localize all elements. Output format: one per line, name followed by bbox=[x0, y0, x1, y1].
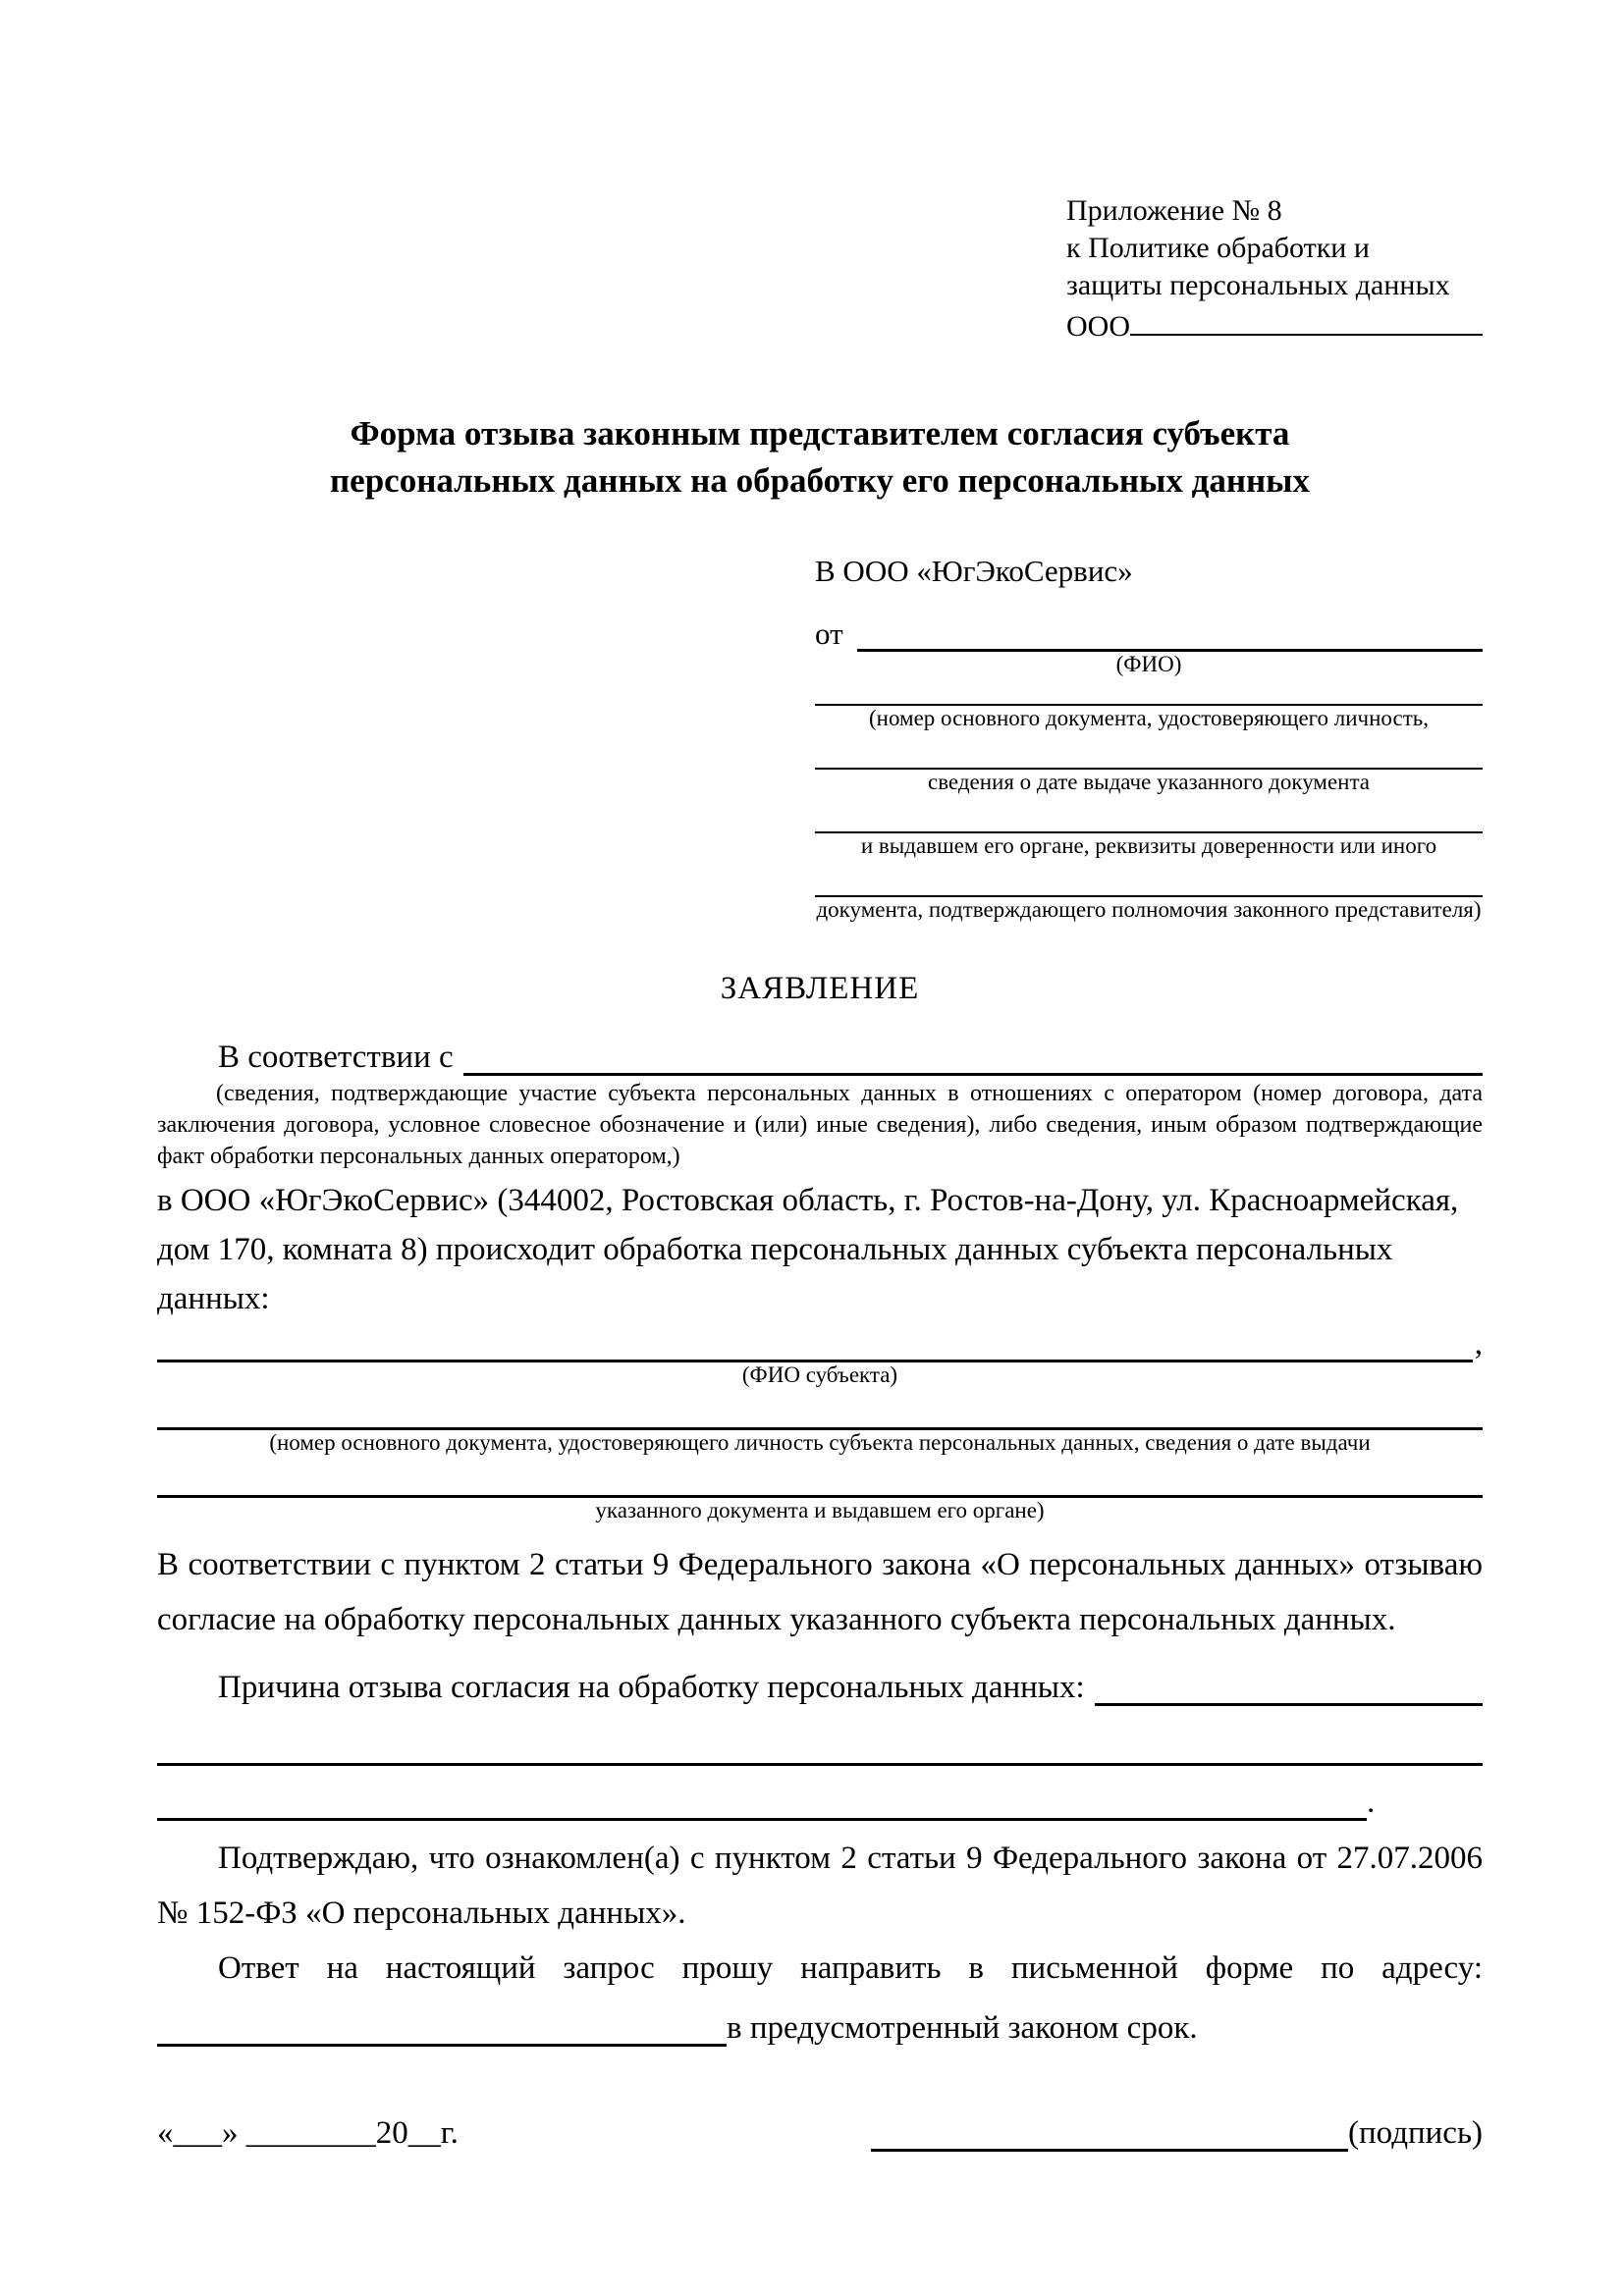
subject-doc-caption-1: (номер основного документа, удостоверяющего личность субъекта персональных данных, сведения о дате выдачи bbox=[269, 1430, 1371, 1455]
representative-doc-caption-4: документа, подтверждающего полномочия законного представителя) bbox=[816, 897, 1482, 922]
subject-fio-row bbox=[157, 1323, 1483, 1362]
reason-row bbox=[157, 1651, 1483, 1706]
subject-fio-blank-line bbox=[157, 1324, 1473, 1362]
from-blank-line bbox=[857, 612, 1483, 652]
reason-blank-line-2 bbox=[157, 1706, 1483, 1766]
annex-ooo-blank-line bbox=[1130, 304, 1483, 336]
addressee-block bbox=[815, 552, 1483, 923]
subject-fio-caption: (ФИО субъекта) bbox=[741, 1362, 898, 1387]
addressee-company: В ООО «ЮгЭкоСервис» bbox=[815, 554, 1133, 588]
subject-doc-caption-2: указанного документа и выдавшем его органе) bbox=[595, 1498, 1045, 1522]
statement-heading: ЗАЯВЛЕНИЕ bbox=[720, 971, 920, 1006]
page-title bbox=[157, 410, 1483, 505]
from-label: от bbox=[815, 616, 843, 651]
answer-paragraph: Ответ на настоящий запрос прошу направить в письменной форме по адресу: bbox=[218, 1950, 1483, 1986]
page-title-line-1: Форма отзыва законным представителем согласия субъекта bbox=[350, 414, 1290, 453]
representative-doc-blank-line bbox=[815, 677, 1483, 706]
annex-line-3: защиты персональных данных bbox=[1066, 269, 1450, 301]
reason-blank-line bbox=[1095, 1654, 1483, 1706]
subject-fio-suffix: , bbox=[1474, 1326, 1483, 1362]
fio-caption: (ФИО) bbox=[1115, 652, 1182, 676]
reason-lead: Причина отзыва согласия на обработку персональных данных: bbox=[218, 1670, 1085, 1705]
representative-doc-blank-line bbox=[815, 795, 1483, 833]
answer-address-row bbox=[157, 1996, 1483, 2047]
annex-ooo-row bbox=[1066, 304, 1483, 346]
reason-end-suffix: . bbox=[1367, 1785, 1376, 1820]
signature-block bbox=[871, 2109, 1483, 2152]
annex-block bbox=[1066, 192, 1483, 346]
reason-end-row bbox=[157, 1766, 1483, 1821]
representative-doc-blank-line bbox=[815, 859, 1483, 897]
representative-doc-caption-2: сведения о дате выдаче указанного документа bbox=[927, 770, 1371, 794]
representative-doc-blank-line bbox=[815, 731, 1483, 770]
annex-line-1: Приложение № 8 bbox=[1066, 194, 1282, 227]
signature-blank-line bbox=[871, 2109, 1348, 2152]
page-title-line-2: персональных данных на обработку его персональных данных bbox=[330, 461, 1310, 500]
accordance-caption: (сведения, подтверждающие участие субъекта персональных данных в отношениях с оператором (номер договора, дата заключения договора, условное словесное обозначение и (или) иные сведения), либо сведения, иным образом подтверждающие факт обработки персональных данных оператором,) bbox=[157, 1081, 1483, 1169]
footer-row bbox=[157, 2109, 1483, 2152]
answer-tail: в предусмотренный законом срок. bbox=[727, 2010, 1198, 2046]
signature-caption: (подпись) bbox=[1348, 2115, 1483, 2151]
from-row bbox=[815, 611, 1483, 652]
reason-blank-line-3 bbox=[157, 1769, 1367, 1821]
annex-line-2: к Политике обработки и bbox=[1066, 232, 1370, 264]
representative-doc-caption-1: (номер основного документа, удостоверяющего личность, bbox=[868, 706, 1429, 730]
accordance-lead: В соответствии с bbox=[218, 1040, 454, 1075]
accordance-row bbox=[157, 1033, 1483, 1076]
annex-ooo-label: ООО bbox=[1066, 310, 1130, 343]
subject-doc-blank-line bbox=[157, 1456, 1483, 1498]
representative-doc-caption-3: и выдавшем его органе, реквизиты доверенности или иного bbox=[860, 833, 1437, 858]
date-line: «___» ________20__г. bbox=[157, 2115, 459, 2151]
subject-doc-blank-line bbox=[157, 1388, 1483, 1430]
confirm-paragraph: Подтверждаю, что ознакомлен(а) с пунктом 2 статьи 9 Федерального закона от 27.07.2006 № 152-ФЗ «О персональных данных». bbox=[157, 1841, 1483, 1931]
operator-paragraph: в ООО «ЮгЭкоСервис» (344002, Ростовская область, г. Ростов-на-Дону, ул. Красноармейская, дом 170, комната 8) происходит обработка персональных данных субъекта персональных данных: bbox=[157, 1183, 1459, 1316]
accordance-blank-line bbox=[463, 1034, 1483, 1076]
answer-address-blank-line bbox=[157, 1999, 727, 2047]
law-paragraph: В соответствии с пунктом 2 статьи 9 Федерального закона «О персональных данных» отзываю согласие на обработку персональных данных указанного субъекта персональных данных. bbox=[157, 1547, 1483, 1637]
